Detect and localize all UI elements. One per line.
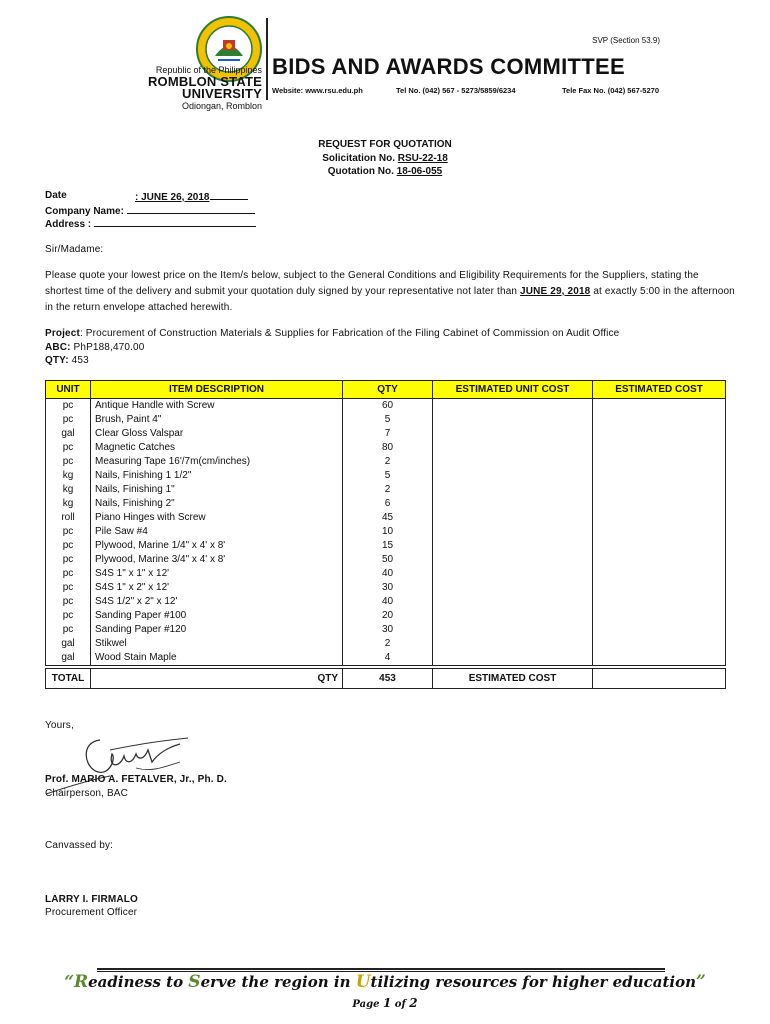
header-estimated-cost: ESTIMATED COST [593, 381, 726, 399]
cell-item-description: Antique Handle with Screw [91, 399, 343, 414]
project-text: : Procurement of Construction Materials & Supplies for Fabrication of the Filing Cabinet of Commission on Audit Office [79, 328, 620, 339]
page-number [0, 996, 770, 1010]
cell-unit: pc [46, 609, 91, 623]
cell-item-description: Stikwel [91, 637, 343, 651]
cell-estimated-unit-cost [433, 595, 593, 609]
cell-unit: gal [46, 637, 91, 651]
cell-item-description: Sanding Paper #100 [91, 609, 343, 623]
cell-unit: kg [46, 483, 91, 497]
cell-qty: 30 [343, 623, 433, 637]
table-row [46, 469, 726, 483]
cell-unit: pc [46, 399, 91, 414]
address-field [45, 217, 256, 230]
cell-estimated-unit-cost [433, 609, 593, 623]
quotation-number: 18-06-055 [396, 166, 443, 177]
project-label: Project [45, 328, 80, 339]
cell-item-description: S4S 1/2" x 2" x 12' [91, 595, 343, 609]
solicitation-label: Solicitation No. [322, 152, 398, 164]
salutation: Sir/Madame: [45, 244, 104, 255]
cell-estimated-cost [593, 483, 726, 497]
university-motto [0, 972, 770, 992]
table-header-row [46, 381, 726, 399]
quotation-line [0, 165, 770, 179]
header-item-description: ITEM DESCRIPTION [91, 381, 343, 399]
header-unit: UNIT [46, 381, 91, 399]
solicitation-line [0, 152, 770, 166]
cell-item-description: Plywood, Marine 1/4" x 4' x 8' [91, 539, 343, 553]
project-block [45, 327, 735, 368]
motto-letter-s: S [188, 972, 201, 992]
cell-estimated-unit-cost [433, 581, 593, 595]
cell-estimated-cost [593, 399, 726, 414]
cell-estimated-unit-cost [433, 525, 593, 539]
total-label: TOTAL [46, 669, 91, 689]
cell-qty: 6 [343, 497, 433, 511]
cell-item-description: Nails, Finishing 1" [91, 483, 343, 497]
motto-close-quote: ” [696, 972, 706, 992]
table-row [46, 427, 726, 441]
cell-unit: gal [46, 651, 91, 666]
cell-item-description: Piano Hinges with Screw [91, 511, 343, 525]
cell-item-description: Wood Stain Maple [91, 651, 343, 666]
letter-body-text: Please quote your lowest price on the Item/s below, subject to the General Conditions and Eligibility Requirements for the Suppliers, stating the shortest time of the delivery and submit your quotation duly signed by your representative not later than [45, 270, 699, 297]
university-location: Odiongan, Romblon [181, 101, 262, 111]
cell-unit: pc [46, 413, 91, 427]
cell-qty: 50 [343, 553, 433, 567]
telefax-text: Tele Fax No. (042) 567-5270 [562, 86, 659, 95]
table-row [46, 567, 726, 581]
abc-value: PhP188,470.00 [70, 341, 145, 353]
university-block [80, 64, 262, 112]
cell-qty: 40 [343, 595, 433, 609]
motto-open-quote: “ [64, 972, 74, 992]
motto-letter-u: U [355, 972, 371, 992]
cell-qty: 2 [343, 483, 433, 497]
cell-estimated-unit-cost [433, 497, 593, 511]
canvasser-name: LARRY I. FIRMALO [45, 894, 138, 905]
tel-text: Tel No. (042) 567 - 5273/5859/6234 [396, 86, 516, 95]
cell-estimated-cost [593, 441, 726, 455]
qty-line [45, 354, 735, 368]
table-row [46, 399, 726, 414]
company-label: Company Name: [45, 206, 124, 217]
abc-line [45, 341, 735, 355]
cell-estimated-unit-cost [433, 469, 593, 483]
cell-estimated-cost [593, 525, 726, 539]
cell-estimated-unit-cost [433, 637, 593, 651]
page-label: Page [352, 999, 383, 1010]
rfq-title-block [0, 138, 770, 179]
table-row [46, 441, 726, 455]
cell-item-description: Sanding Paper #120 [91, 623, 343, 637]
date-underline [210, 190, 248, 200]
date-field [45, 190, 210, 203]
cell-estimated-unit-cost [433, 455, 593, 469]
cell-unit: pc [46, 553, 91, 567]
rfq-title: REQUEST FOR QUOTATION [318, 139, 452, 150]
table-row [46, 455, 726, 469]
cell-unit: kg [46, 469, 91, 483]
cell-unit: gal [46, 427, 91, 441]
cell-qty: 80 [343, 441, 433, 455]
cell-item-description: Magnetic Catches [91, 441, 343, 455]
cell-unit: pc [46, 623, 91, 637]
cell-estimated-unit-cost [433, 399, 593, 414]
date-label: Date [45, 190, 67, 201]
closing-yours: Yours, [45, 720, 74, 731]
cell-qty: 7 [343, 427, 433, 441]
header-qty: QTY [343, 381, 433, 399]
cell-estimated-unit-cost [433, 427, 593, 441]
committee-title: BIDS AND AWARDS COMMITTEE [272, 54, 625, 79]
cell-qty: 60 [343, 399, 433, 414]
cell-item-description: S4S 1" x 1" x 12' [91, 567, 343, 581]
total-cost-label: ESTIMATED COST [433, 669, 593, 689]
date-value: : JUNE 26, 2018 [135, 192, 210, 203]
total-cost-value [593, 669, 726, 689]
cell-estimated-cost [593, 581, 726, 595]
cell-qty: 45 [343, 511, 433, 525]
canvassed-by-label: Canvassed by: [45, 840, 114, 851]
table-row [46, 525, 726, 539]
cell-estimated-cost [593, 609, 726, 623]
cell-estimated-unit-cost [433, 651, 593, 666]
cell-item-description: Nails, Finishing 1 1/2" [91, 469, 343, 483]
cell-qty: 10 [343, 525, 433, 539]
table-row [46, 497, 726, 511]
cell-qty: 15 [343, 539, 433, 553]
letter-body [45, 268, 735, 316]
cell-unit: pc [46, 539, 91, 553]
cell-estimated-cost [593, 469, 726, 483]
cell-item-description: Clear Gloss Valspar [91, 427, 343, 441]
cell-estimated-unit-cost [433, 511, 593, 525]
quotation-label: Quotation No. [327, 166, 397, 177]
page-of: of [391, 999, 410, 1010]
cell-qty: 2 [343, 455, 433, 469]
cell-unit: pc [46, 567, 91, 581]
company-field [45, 204, 255, 217]
table-row [46, 623, 726, 637]
cell-item-description: S4S 1" x 2" x 12' [91, 581, 343, 595]
cell-unit: roll [46, 511, 91, 525]
cell-estimated-unit-cost [433, 413, 593, 427]
table-row [46, 595, 726, 609]
header-divider [266, 18, 268, 100]
table-row [46, 413, 726, 427]
cell-estimated-unit-cost [433, 441, 593, 455]
totals-row [46, 669, 726, 689]
cell-unit: pc [46, 441, 91, 455]
table-row [46, 581, 726, 595]
cell-item-description: Pile Saw #4 [91, 525, 343, 539]
table-row [46, 651, 726, 666]
table-row [46, 483, 726, 497]
cell-item-description: Measuring Tape 16'/7m(cm/inches) [91, 455, 343, 469]
page-current: 1 [382, 996, 392, 1010]
page-total: 2 [409, 996, 418, 1010]
canvasser-title: Procurement Officer [45, 907, 138, 918]
footer-rule [97, 968, 665, 970]
cell-item-description: Brush, Paint 4" [91, 413, 343, 427]
cell-unit: pc [46, 455, 91, 469]
table-row [46, 553, 726, 567]
svp-section: SVP (Section 53.9) [592, 36, 660, 45]
cell-estimated-cost [593, 553, 726, 567]
table-row [46, 539, 726, 553]
cell-estimated-cost [593, 455, 726, 469]
university-name: ROMBLON STATE UNIVERSITY [147, 74, 262, 101]
qty-value: 453 [68, 355, 89, 366]
cell-estimated-unit-cost [433, 623, 593, 637]
cell-estimated-cost [593, 595, 726, 609]
total-qty-value: 453 [343, 669, 433, 689]
cell-estimated-cost [593, 413, 726, 427]
abc-label: ABC: [45, 341, 71, 353]
cell-qty: 5 [343, 469, 433, 483]
items-body [46, 399, 726, 666]
cell-estimated-cost [593, 539, 726, 553]
cell-unit: pc [46, 595, 91, 609]
cell-qty: 20 [343, 609, 433, 623]
cell-estimated-cost [593, 623, 726, 637]
totals-table [45, 668, 726, 689]
motto-part-3: tilizing resources for higher education [370, 973, 697, 991]
cell-estimated-unit-cost [433, 553, 593, 567]
cell-qty: 40 [343, 567, 433, 581]
cell-estimated-unit-cost [433, 539, 593, 553]
solicitation-number: RSU-22-18 [397, 152, 448, 164]
cell-estimated-unit-cost [433, 483, 593, 497]
total-qty-label: QTY [91, 669, 343, 689]
cell-estimated-cost [593, 567, 726, 581]
cell-estimated-cost [593, 651, 726, 666]
company-blank[interactable] [127, 204, 255, 214]
table-row [46, 511, 726, 525]
qty-label: QTY: [45, 355, 69, 366]
motto-part-1: eadiness to [88, 973, 189, 991]
table-row [46, 609, 726, 623]
items-table [45, 380, 726, 666]
table-row [46, 637, 726, 651]
cell-qty: 2 [343, 637, 433, 651]
cell-item-description: Nails, Finishing 2" [91, 497, 343, 511]
cell-estimated-cost [593, 427, 726, 441]
project-line [45, 327, 735, 341]
cell-qty: 5 [343, 413, 433, 427]
cell-qty: 30 [343, 581, 433, 595]
website-text: Website: www.rsu.edu.ph [272, 86, 363, 95]
motto-part-2: erve the region in [200, 973, 356, 991]
cell-unit: pc [46, 581, 91, 595]
cell-qty: 4 [343, 651, 433, 666]
signatory-title: Chairperson, BAC [45, 788, 128, 799]
deadline-date: JUNE 29, 2018 [520, 286, 591, 297]
cell-estimated-cost [593, 497, 726, 511]
cell-unit: kg [46, 497, 91, 511]
letter-body-text-2: at exactly 5:00 in the afternoon in the return envelope attached herewith. [45, 286, 735, 313]
cell-estimated-unit-cost [433, 567, 593, 581]
cell-item-description: Plywood, Marine 3/4" x 4' x 8' [91, 553, 343, 567]
republic-text: Republic of the Philippines [155, 65, 262, 75]
header-estimated-unit-cost: ESTIMATED UNIT COST [433, 381, 593, 399]
address-label: Address : [45, 219, 92, 230]
address-blank[interactable] [94, 217, 256, 227]
signatory-name: Prof. MARIO A. FETALVER, Jr., Ph. D. [45, 774, 227, 785]
cell-unit: pc [46, 525, 91, 539]
cell-estimated-cost [593, 637, 726, 651]
cell-estimated-cost [593, 511, 726, 525]
motto-letter-r: R [73, 972, 89, 992]
